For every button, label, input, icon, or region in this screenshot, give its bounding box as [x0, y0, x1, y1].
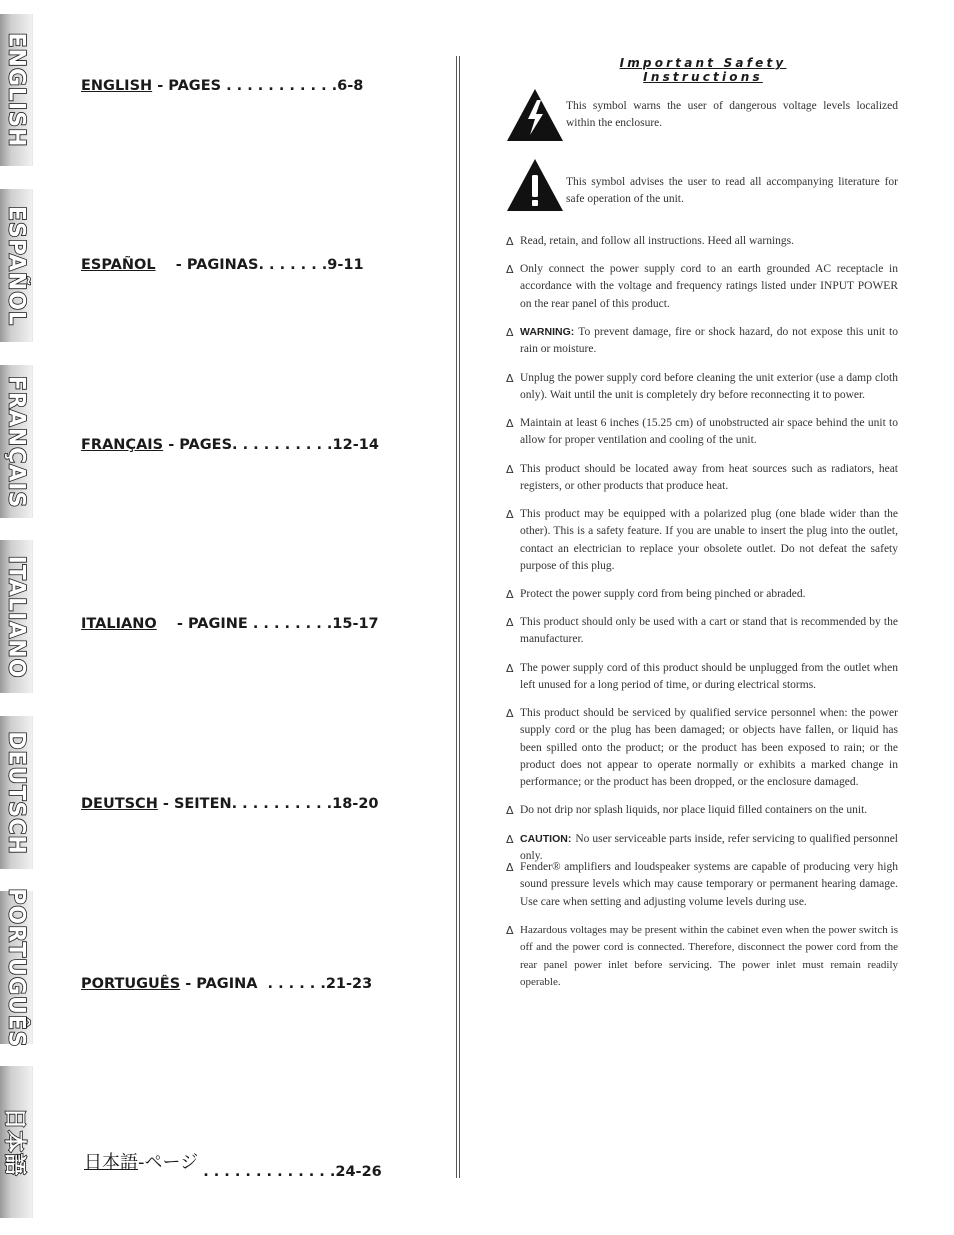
toc-language: ITALIANO	[81, 616, 157, 632]
instruction-text: No user serviceable parts inside, refer servicing to qualified personnel only.	[520, 833, 898, 863]
instruction-item	[506, 370, 898, 405]
toc-language-suffix: -ページ	[138, 1152, 199, 1173]
instruction-item	[506, 705, 898, 791]
instruction-item	[506, 586, 898, 603]
instruction-item	[506, 415, 898, 450]
delta-bullet-icon: Δ	[506, 508, 514, 521]
toc-language: 日本語	[84, 1152, 138, 1173]
tab-label: PORTUGUÊS	[3, 887, 29, 1048]
toc-entry-espanol[interactable]	[81, 257, 364, 273]
toc-pages: - PAGINAS. . . . . . .9-11	[155, 257, 364, 273]
toc-entry-deutsch[interactable]	[81, 796, 379, 812]
delta-bullet-icon: Δ	[506, 861, 514, 874]
language-tabs	[0, 0, 34, 1235]
tab-label: ESPAÑOL	[3, 205, 29, 326]
delta-bullet-icon: Δ	[506, 372, 514, 385]
delta-bullet-icon: Δ	[506, 263, 514, 276]
delta-bullet-icon: Δ	[506, 616, 514, 629]
tab-label: ITALIANO	[3, 555, 29, 678]
instruction-text: This product should only be used with a cart or stand that is recommended by the manufacturer.	[520, 616, 898, 646]
tab-francais[interactable]	[0, 365, 33, 518]
instruction-text: The power supply cord of this product should be unplugged from the outlet when left unused for a long period of time, or during electrical storms.	[520, 662, 898, 692]
warning-label: WARNING:	[520, 326, 575, 338]
delta-bullet-icon: Δ	[506, 326, 514, 339]
delta-bullet-icon: Δ	[506, 463, 514, 476]
symbol-description: This symbol warns the user of dangerous voltage levels localized within the enclosure.	[566, 100, 898, 129]
instruction-item	[506, 660, 898, 695]
toc-pages: - PAGINE . . . . . . . .15-17	[156, 616, 379, 632]
instruction-text: Do not drip nor splash liquids, nor place liquid filled containers on the unit.	[520, 804, 868, 816]
tab-label: ENGLISH	[3, 32, 29, 148]
toc-language: PORTUGUÊS	[81, 976, 181, 992]
toc-language: ENGLISH	[81, 78, 153, 94]
delta-bullet-icon: Δ	[506, 833, 514, 846]
toc-entry-portugues[interactable]	[81, 976, 372, 992]
instruction-text: This product should be located away from heat sources such as radiators, heat registers, or other products that produce heat.	[520, 463, 898, 493]
instruction-text: Protect the power supply cord from being pinched or abraded.	[520, 588, 806, 600]
toc-language: DEUTSCH	[81, 796, 158, 812]
delta-bullet-icon: Δ	[506, 235, 514, 248]
instruction-text: Maintain at least 6 inches (15.25 cm) of unobstructed air space behind the unit to allow for proper ventilation and cooling of the unit.	[520, 417, 898, 447]
instruction-text: Hazardous voltages may be present within the cabinet even when the power switch is off and the power cord is connected. Therefore, disconnect the power cord from the rear panel power inlet before servicing. The power inlet must remain readily operable.	[520, 924, 898, 988]
exclamation-warning-icon	[506, 158, 564, 212]
instruction-item	[506, 859, 898, 911]
toc-pages: . . . . . . . . . . . . .24-26	[198, 1164, 382, 1180]
tab-label: FRANÇAIS	[3, 375, 29, 508]
instruction-item	[506, 922, 898, 991]
instruction-text: To prevent damage, fire or shock hazard, do not expose this unit to rain or moisture.	[520, 326, 898, 356]
delta-bullet-icon: Δ	[506, 588, 514, 601]
tab-italiano[interactable]	[0, 540, 33, 693]
column-divider	[456, 56, 460, 1178]
instruction-text: Only connect the power supply cord to an earth grounded AC receptacle in accordance with the voltage and frequency ratings listed under INPUT POWER on the rear panel of this product.	[520, 263, 898, 310]
toc-language: FRANÇAIS	[81, 437, 164, 453]
toc-pages: - PAGES . . . . . . . . . . .6-8	[152, 78, 364, 94]
delta-bullet-icon: Δ	[506, 662, 514, 675]
symbol-row-voltage	[506, 88, 898, 142]
instruction-item	[506, 461, 898, 496]
instruction-item	[506, 324, 898, 359]
toc-entry-italiano[interactable]	[81, 616, 379, 632]
instruction-item	[506, 802, 898, 819]
delta-bullet-icon: Δ	[506, 804, 514, 817]
instruction-item	[506, 614, 898, 649]
instruction-item	[506, 261, 898, 313]
toc-entry-english[interactable]	[81, 78, 363, 94]
toc-pages: - SEITEN. . . . . . . . . .18-20	[157, 796, 379, 812]
tab-portugues[interactable]	[0, 887, 33, 1048]
toc-pages: - PAGES. . . . . . . . . .12-14	[163, 437, 379, 453]
tab-japanese[interactable]	[0, 1066, 33, 1218]
instruction-text: This product may be equipped with a polarized plug (one blade wider than the other). This is a safety feature. If you are unable to insert the plug into the outlet, contact an electrician to replace your obsolete outlet. Do not defeat the safety purpose of this plug.	[520, 508, 898, 572]
instruction-text: Unplug the power supply cord before cleaning the unit exterior (use a damp cloth only). Wait until the unit is completely dry before reconnecting it to power.	[520, 372, 898, 402]
tab-espanol[interactable]	[0, 189, 33, 342]
safety-title: Important Safety Instructions	[619, 56, 787, 84]
symbol-row-caution	[506, 158, 898, 212]
toc-pages: - PAGINA . . . . . .21-23	[180, 976, 373, 992]
instruction-text: This product should be serviced by qualified service personnel when: the power supply cord or the plug has been damaged; or objects have fallen, or liquid has been spilled onto the product; or the product has been exposed to rain; or the product does not appear to operate normally or exhibits a marked change in performance; or the product has been dropped, or the enclosure damaged.	[520, 707, 898, 789]
toc-entry-japanese[interactable]	[84, 1148, 382, 1180]
instruction-text: Read, retain, and follow all instructions. Heed all warnings.	[520, 235, 795, 247]
tab-label: DEUTSCH	[3, 730, 29, 855]
tab-label: 日本語	[1, 1107, 27, 1177]
delta-bullet-icon: Δ	[506, 417, 514, 430]
tab-deutsch[interactable]	[0, 716, 33, 869]
instruction-item	[506, 233, 898, 250]
tab-english[interactable]	[0, 14, 33, 166]
toc-language: ESPAÑOL	[81, 257, 156, 273]
delta-bullet-icon: Δ	[506, 924, 514, 937]
lightning-warning-icon	[506, 88, 564, 142]
instruction-item	[506, 506, 898, 575]
caution-label: CAUTION:	[520, 833, 572, 845]
toc-entry-francais[interactable]	[81, 437, 379, 453]
instruction-text: Fender® amplifiers and loudspeaker systems are capable of producing very high sound pressure levels which may cause temporary or permanent hearing damage. Use care when setting and adjusting volume levels during use.	[520, 861, 898, 908]
symbol-description: This symbol advises the user to read all accompanying literature for safe operation of the unit.	[566, 176, 898, 205]
delta-bullet-icon: Δ	[506, 707, 514, 720]
